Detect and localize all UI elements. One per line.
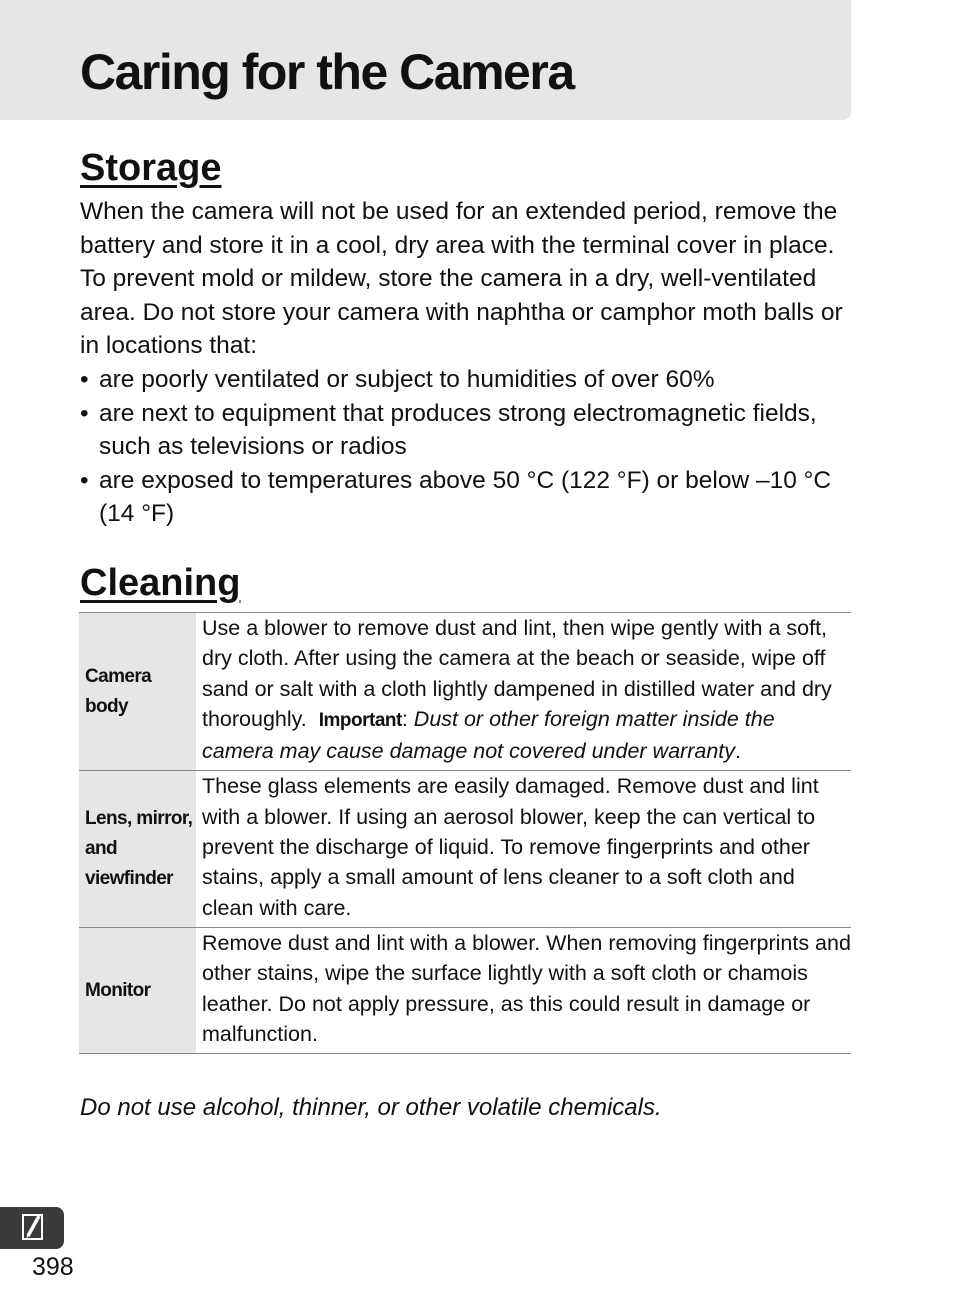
row-label: Monitor xyxy=(79,927,196,1053)
row-description-text: Use a blower to remove dust and lint, then wipe gently with a soft, dry cloth. After using the camera at the beach or seaside, wipe off sand or salt with a cloth lightly dampened in distilled water and dry thoroughly. xyxy=(202,616,832,731)
row-description: Remove dust and lint with a blower. When removing fingerprints and other stains, wipe the surface lightly with a soft cloth or chamois leather. Do not apply pressure, as this could result in damage or malfunction. xyxy=(196,927,851,1053)
storage-bullet xyxy=(80,397,860,464)
bullet-dot-icon: • xyxy=(80,466,89,494)
storage-bullet xyxy=(80,464,860,531)
table-row xyxy=(79,927,851,1053)
technical-notes-icon xyxy=(22,1212,44,1242)
bullet-dot-icon: • xyxy=(80,399,89,427)
row-description: These glass elements are easily damaged. Remove dust and lint with a blower. If using an aerosol blower, keep the can vertical to prevent the discharge of liquid. To remove fingerprints and other stains, apply a small amount of lens cleaner to a soft cloth and clean with care. xyxy=(196,771,851,927)
table-row xyxy=(79,613,851,771)
table-row xyxy=(79,771,851,927)
row-label: Camera body xyxy=(79,613,196,771)
storage-bullet-text: are exposed to temperatures above 50 °C (122 °F) or below –10 °C (14 °F) xyxy=(99,466,832,528)
storage-bullet xyxy=(80,363,860,397)
page-title: Caring for the Camera xyxy=(80,44,574,100)
storage-paragraph: When the camera will not be used for an extended period, remove the battery and store it in a cool, dry area with the terminal cover in place. To prevent mold or mildew, store the camera in a dry, well-ventilated area. Do not store your camera with naphtha or camphor moth balls or in locations that: xyxy=(80,198,843,360)
row-label: Lens, mirror, and viewfinder xyxy=(79,771,196,927)
row-description: Use a blower to remove dust and lint, then wipe gently with a soft, dry cloth. After using the camera at the beach or seaside, wipe off sand or salt with a cloth lightly dampened in distilled water and dry thoroughly. Important: Dust or other foreign matter inside the camera may cause damage not covered under warranty. xyxy=(196,613,851,771)
cleaning-heading: Cleaning xyxy=(80,562,241,604)
bullet-dot-icon: • xyxy=(80,366,89,393)
storage-bullet-text: are poorly ventilated or subject to humidities of over 60% xyxy=(99,366,715,393)
storage-bullet-text: are next to equipment that produces strong electromagnetic fields, such as televisions or radios xyxy=(99,399,817,461)
important-label: Important xyxy=(318,709,402,731)
important-text: Dust or other foreign matter inside the camera may cause damage not covered under warranty xyxy=(202,706,775,764)
storage-bullet-list xyxy=(80,363,860,531)
section-tab xyxy=(0,1207,64,1249)
storage-heading: Storage xyxy=(80,147,222,189)
page-number: 398 xyxy=(32,1253,74,1281)
cleaning-footnote: Do not use alcohol, thinner, or other volatile chemicals. xyxy=(80,1094,662,1121)
cleaning-table xyxy=(79,612,851,1054)
